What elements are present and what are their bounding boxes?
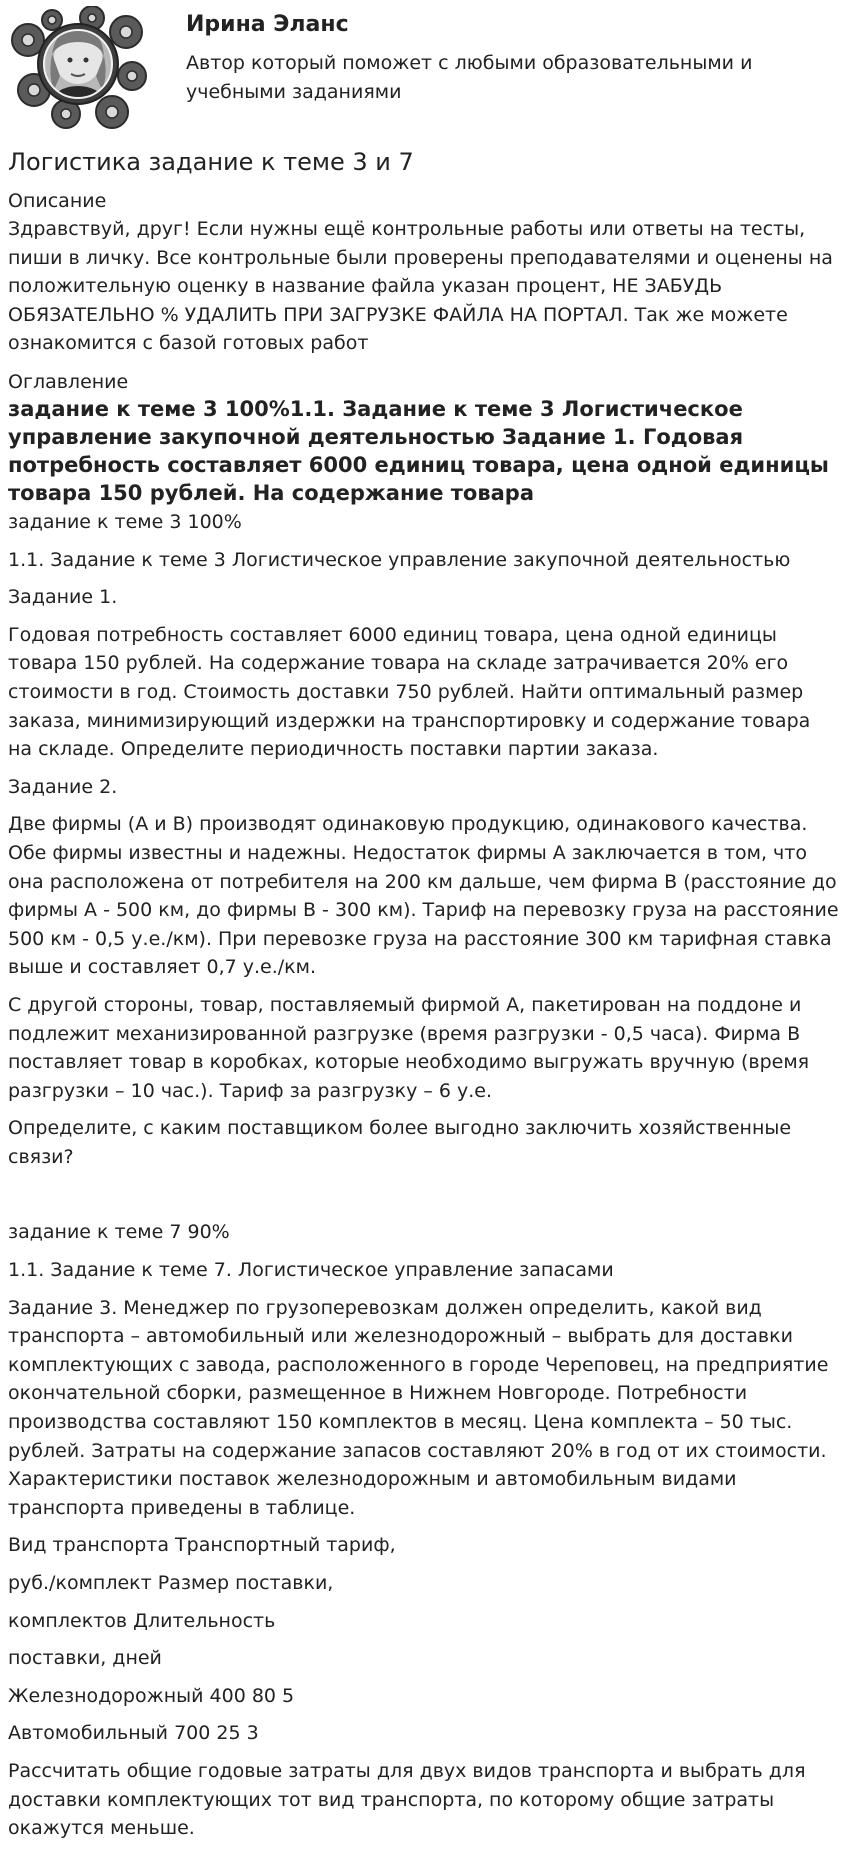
content-paragraph: 1.1. Задание к теме 3 Логистическое управление закупочной деятельностью [8, 548, 791, 571]
content-paragraph: поставки, дней [8, 1647, 162, 1670]
description-text: Здравствуй, друг! Если нужны ещё контрольные работы или ответы на тесты, пиши в личку. Все контрольные были проверены преподавателями и оценены на положительную оценку в название файла указан процент, НЕ ЗАБУДЬ ОБЯЗАТЕЛЬНО % УДАЛИТЬ ПРИ ЗАГРУЗКЕ ФАЙЛА НА ПОРТАЛ. Так же можете ознакомится с базой готовых работ [8, 218, 833, 354]
content-paragraph: комплектов Длительность [8, 1609, 276, 1632]
content-paragraph: Вид транспорта Транспортный тариф, [8, 1534, 396, 1557]
author-avatar-photo-icon[interactable] [8, 6, 148, 130]
toc-label: Оглавление [8, 371, 129, 393]
page [8, 0, 839, 1840]
content-paragraph: Задание 1. [8, 586, 118, 609]
content-paragraph: Рассчитать общие годовые затраты для двух видов транспорта и выбрать для доставки комплектующих тот вид транспорта, по которому общие затраты окажутся меньше. [8, 1759, 806, 1840]
section-spacer [8, 1180, 839, 1218]
content-paragraph: Железнодорожный 400 80 5 [8, 1684, 295, 1707]
content-paragraph: задание к теме 7 90% [8, 1221, 230, 1244]
content-paragraph: Годовая потребность составляет 6000 единиц товара, цена одной единицы товара 150 рублей. На содержание товара на складе затрачивается 20% его стоимости в год. Стоимость доставки 750 рублей. Найти оптимальный размер заказа, минимизирующий издержки на транспортировку и содержание товара на складе. Определите периодичность поставки партии заказа. [8, 623, 811, 761]
work-title: Логистика задание к теме 3 и 7 [8, 148, 414, 176]
author-name[interactable]: Ирина Эланс [186, 12, 349, 37]
content-paragraph: Определите, с каким поставщиком более выгодно заключить хозяйственные связи? [8, 1117, 792, 1168]
author-card [8, 0, 839, 140]
description-label: Описание [8, 190, 107, 212]
content-paragraph: С другой стороны, товар, поставляемый фирмой А, пакетирован на поддоне и подлежит механизированной разгрузке (время разгрузки - 0,5 часа). Фирма В поставляет товар в коробках, которые необходимо выгружать вручную (время разгрузки – 10 час.). Тариф за разгрузку – 6 у.е. [8, 993, 810, 1102]
content-paragraph: 1.1. Задание к теме 7. Логистическое управление запасами [8, 1259, 614, 1282]
content-paragraph: Две фирмы (А и В) производят одинаковую продукцию, одинакового качества. Обе фирмы известны и надежны. Недостаток фирмы А заключается в том, что она расположена от потребителя на 200 км дальше, чем фирма В (расстояние до фирмы А - 500 км, до фирмы В - 300 км). Тариф на перевозку груза на расстояние 500 км - 0,5 у.е./км). При перевозке груза на расстояние 300 км тарифная ставка выше и составляет 0,7 у.е./км. [8, 813, 839, 979]
author-description: Автор который поможет с любыми образовательными и учебными заданиями [186, 52, 753, 103]
content-paragraph: руб./комплект Размер поставки, [8, 1572, 334, 1594]
toc-heading: задание к теме 3 100%1.1. Задание к теме 3 Логистическое управление закупочной деятельностью Задание 1. Годовая потребность составляет 6000 единиц товара, цена одной единицы товара 150 рублей. На содержание товара [8, 397, 829, 505]
work-content [8, 508, 839, 1852]
content-paragraph: задание к теме 3 100% [8, 511, 242, 533]
content-paragraph: Задание 3. Менеджер по грузоперевозкам должен определить, какой вид транспорта – автомобильный или железнодорожный – выбрать для доставки комплектующих с завода, расположенного в городе Череповец, на предприятие окончательной сборки, размещенное в Нижнем Новгороде. Потребности производства составляют 150 комплектов в месяц. Цена комплекта – 50 тыс. рублей. Затраты на содержание запасов составляют 20% в год от их стоимости. Характеристики поставок железнодорожным и автомобильным видами транспорта приведены в таблице. [8, 1296, 829, 1519]
content-paragraph: Автомобильный 700 25 3 [8, 1722, 259, 1745]
content-paragraph: Задание 2. [8, 775, 118, 798]
